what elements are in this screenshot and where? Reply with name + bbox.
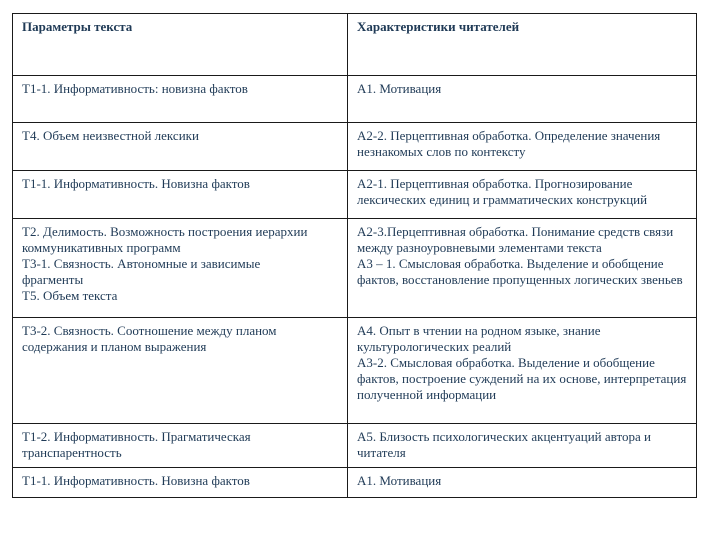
column-header-reader-characteristics: Характеристики читателей <box>348 14 697 76</box>
text-parameter-cell <box>13 219 348 318</box>
table-row <box>13 468 697 498</box>
cell-line: А1. Мотивация <box>357 81 442 96</box>
cell-line: А1. Мотивация <box>357 473 442 488</box>
cell-line: Т1-1. Информативность. Новизна фактов <box>22 176 250 191</box>
cell-line: Т5. Объем текста <box>22 288 118 303</box>
cell-line: Т3-2. Связность. Соотношение между планом содержания и планом выражения <box>22 323 277 354</box>
reader-characteristic-cell <box>348 76 697 123</box>
table-row <box>13 76 697 123</box>
cell-line: Т1-1. Информативность: новизна фактов <box>22 81 248 96</box>
table-row <box>13 123 697 171</box>
text-parameter-cell <box>13 123 348 171</box>
reader-characteristic-cell <box>348 468 697 498</box>
table-row <box>13 424 697 468</box>
text-parameter-cell <box>13 468 348 498</box>
cell-line: Т1-1. Информативность. Новизна фактов <box>22 473 250 488</box>
cell-line: А3-2. Смысловая обработка. Выделение и обобщение фактов, построение суждений на их основе, интерпретация полученной информации <box>357 355 687 402</box>
table-row <box>13 318 697 424</box>
table-header <box>13 14 697 76</box>
reader-characteristic-cell <box>348 219 697 318</box>
text-parameter-cell <box>13 318 348 424</box>
reader-characteristic-cell <box>348 318 697 424</box>
cell-line: Т1-2. Информативность. Прагматическая транспарентность <box>22 429 251 460</box>
text-parameter-cell <box>13 424 348 468</box>
text-parameter-cell <box>13 171 348 219</box>
reader-characteristic-cell <box>348 424 697 468</box>
cell-line: А2-1. Перцептивная обработка. Прогнозирование лексических единиц и грамматических конструкций <box>357 176 648 207</box>
cell-line: А4. Опыт в чтении на родном языке, знание культурологических реалий <box>357 323 601 354</box>
text-parameter-cell <box>13 76 348 123</box>
table-row <box>13 171 697 219</box>
header-row <box>13 14 697 76</box>
reader-characteristic-cell <box>348 123 697 171</box>
cell-line: А2-2. Перцептивная обработка. Определение значения незнакомых слов по контексту <box>357 128 661 159</box>
cell-line: Т4. Объем неизвестной лексики <box>22 128 199 143</box>
cell-line: А5. Близость психологических акцентуаций автора и читателя <box>357 429 651 460</box>
cell-line: Т3-1. Связность. Автономные и зависимые фрагменты <box>22 256 261 287</box>
table-body <box>13 76 697 498</box>
text-reader-mapping-table <box>12 13 697 498</box>
cell-line: А2-3.Перцептивная обработка. Понимание средств связи между разноуровневыми элементами текста <box>357 224 674 255</box>
cell-line: А3 – 1. Смысловая обработка. Выделение и обобщение фактов, восстановление пропущенных логических звеньев <box>357 256 683 287</box>
table-row <box>13 219 697 318</box>
reader-characteristic-cell <box>348 171 697 219</box>
cell-line: Т2. Делимость. Возможность построения иерархии коммуникативных программ <box>22 224 308 255</box>
column-header-text-parameters: Параметры текста <box>13 14 348 76</box>
